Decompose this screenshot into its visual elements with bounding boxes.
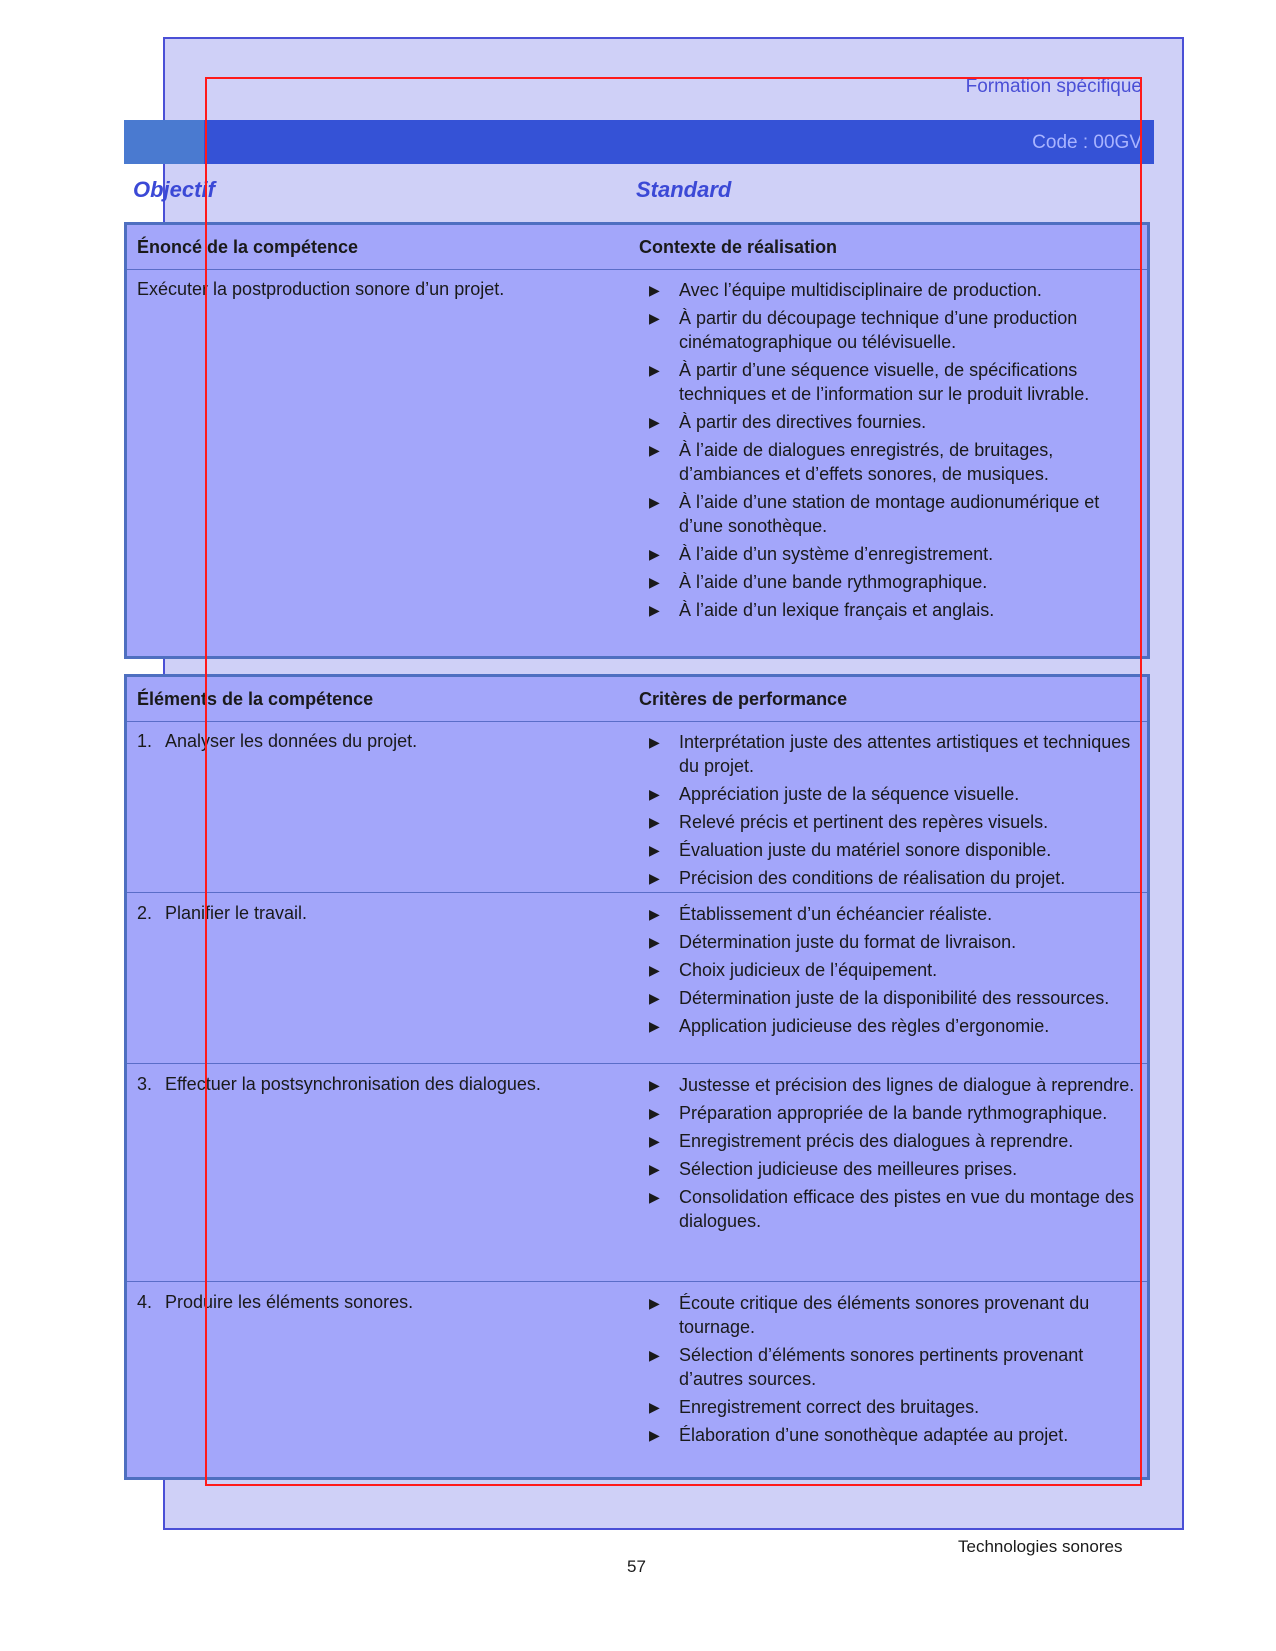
criteria-text: Application judicieuse des règles d’ergonomie.	[679, 1016, 1050, 1036]
page-number: 57	[627, 1557, 646, 1576]
criteria-item	[649, 1185, 1139, 1233]
criteria-text: Interprétation juste des attentes artistiques et techniques du projet.	[679, 732, 1131, 776]
criteria-item	[649, 438, 1139, 486]
criteria-item	[649, 782, 1139, 806]
bullet-icon: ▶	[649, 870, 660, 886]
criteria-text: Sélection judicieuse des meilleures prises.	[679, 1159, 1018, 1179]
element-text: Planifier le travail.	[165, 903, 308, 923]
criteria-item	[649, 570, 1139, 594]
header-divider	[127, 269, 1147, 270]
element-number: 3.	[137, 1074, 153, 1094]
criteria-list	[649, 902, 1139, 1042]
criteria-item	[649, 278, 1139, 302]
criteria-item	[649, 958, 1139, 982]
contexte-list	[649, 278, 1139, 626]
contexte-header: Contexte de réalisation	[639, 237, 838, 257]
criteria-text: Enregistrement précis des dialogues à reprendre.	[679, 1131, 1074, 1151]
criteria-item	[649, 1129, 1139, 1153]
row-divider	[127, 892, 1147, 893]
criteria-text: Justesse et précision des lignes de dialogue à reprendre.	[679, 1075, 1135, 1095]
criteria-text: Préparation appropriée de la bande rythmographique.	[679, 1103, 1108, 1123]
code-band	[124, 120, 1154, 164]
criteria-text: Appréciation juste de la séquence visuelle.	[679, 784, 1020, 804]
criteria-text: Détermination juste de la disponibilité des ressources.	[679, 988, 1110, 1008]
criteria-item	[649, 986, 1139, 1010]
criteria-text: À l’aide d’une station de montage audionumérique et d’une sonothèque.	[679, 492, 1100, 536]
bullet-icon: ▶	[649, 1399, 660, 1415]
bullet-icon: ▶	[649, 990, 660, 1006]
bullet-icon: ▶	[649, 1077, 660, 1093]
criteria-text: Élaboration d’une sonothèque adaptée au projet.	[679, 1425, 1069, 1445]
criteria-item	[649, 1343, 1139, 1391]
criteria-text: À l’aide d’un système d’enregistrement.	[679, 544, 994, 564]
element-text: Effectuer la postsynchronisation des dialogues.	[165, 1074, 541, 1094]
element-number: 2.	[137, 903, 153, 923]
element-label	[137, 903, 307, 924]
criteria-list	[649, 730, 1139, 894]
bullet-icon: ▶	[649, 1189, 660, 1205]
criteria-item	[649, 1101, 1139, 1125]
standard-heading: Standard	[636, 177, 732, 202]
formation-label: Formation spécifique	[965, 76, 1142, 97]
criteria-list	[649, 1073, 1139, 1237]
bullet-icon: ▶	[649, 906, 660, 922]
bullet-icon: ▶	[649, 1427, 660, 1443]
criteria-item	[649, 902, 1139, 926]
bullet-icon: ▶	[649, 734, 660, 750]
criteria-text: Établissement d’un échéancier réaliste.	[679, 904, 993, 924]
bullet-icon: ▶	[649, 546, 660, 562]
footer-program: Technologies sonores	[958, 1537, 1123, 1556]
criteria-item	[649, 1014, 1139, 1038]
enonce-text: Exécuter la postproduction sonore d’un projet.	[137, 279, 505, 299]
band-accent	[124, 120, 204, 164]
competence-box	[124, 222, 1150, 659]
criteria-text: Écoute critique des éléments sonores provenant du tournage.	[679, 1293, 1090, 1337]
criteria-text: Enregistrement correct des bruitages.	[679, 1397, 980, 1417]
criteres-header: Critères de performance	[639, 689, 848, 709]
criteria-item	[649, 1157, 1139, 1181]
criteria-item	[649, 306, 1139, 354]
criteria-item	[649, 810, 1139, 834]
criteria-text: Relevé précis et pertinent des repères visuels.	[679, 812, 1049, 832]
bullet-icon: ▶	[649, 814, 660, 830]
criteria-item	[649, 838, 1139, 862]
criteria-text: À l’aide de dialogues enregistrés, de bruitages, d’ambiances et d’effets sonores, de musiques.	[679, 440, 1054, 484]
bullet-icon: ▶	[649, 442, 660, 458]
bullet-icon: ▶	[649, 602, 660, 618]
criteria-item	[649, 598, 1139, 622]
criteria-text: Précision des conditions de réalisation du projet.	[679, 868, 1066, 888]
criteria-item	[649, 1423, 1139, 1447]
bullet-icon: ▶	[649, 842, 660, 858]
bullet-icon: ▶	[649, 1105, 660, 1121]
criteria-item	[649, 1073, 1139, 1097]
bullet-icon: ▶	[649, 494, 660, 510]
criteria-text: À l’aide d’une bande rythmographique.	[679, 572, 988, 592]
criteria-item	[649, 358, 1139, 406]
criteria-text: Sélection d’éléments sonores pertinents provenant d’autres sources.	[679, 1345, 1084, 1389]
criteria-item	[649, 490, 1139, 538]
criteria-list	[649, 1291, 1139, 1451]
bullet-icon: ▶	[649, 414, 660, 430]
objectif-heading: Objectif	[133, 177, 215, 202]
element-label	[137, 731, 417, 752]
bullet-icon: ▶	[649, 362, 660, 378]
header-divider	[127, 721, 1147, 722]
criteria-text: Choix judicieux de l’équipement.	[679, 960, 938, 980]
criteria-text: À partir des directives fournies.	[679, 412, 927, 432]
criteria-item	[649, 1291, 1139, 1339]
criteria-text: À l’aide d’un lexique français et anglais.	[679, 600, 995, 620]
bullet-icon: ▶	[649, 1161, 660, 1177]
bullet-icon: ▶	[649, 574, 660, 590]
bullet-icon: ▶	[649, 786, 660, 802]
criteria-text: Évaluation juste du matériel sonore disponible.	[679, 840, 1052, 860]
bullet-icon: ▶	[649, 1018, 660, 1034]
element-text: Produire les éléments sonores.	[165, 1292, 414, 1312]
bullet-icon: ▶	[649, 282, 660, 298]
criteria-item	[649, 730, 1139, 778]
bullet-icon: ▶	[649, 1347, 660, 1363]
criteria-text: Détermination juste du format de livraison.	[679, 932, 1017, 952]
bullet-icon: ▶	[649, 934, 660, 950]
element-number: 4.	[137, 1292, 153, 1312]
criteria-item	[649, 410, 1139, 434]
row-divider	[127, 1281, 1147, 1282]
element-label	[137, 1074, 541, 1095]
criteria-item	[649, 542, 1139, 566]
elements-header: Éléments de la compétence	[137, 689, 374, 709]
criteria-item	[649, 1395, 1139, 1419]
bullet-icon: ▶	[649, 1133, 660, 1149]
criteria-text: À partir du découpage technique d’une production cinématographique ou télévisuelle.	[679, 308, 1078, 352]
elements-box	[124, 674, 1150, 1480]
bullet-icon: ▶	[649, 1295, 660, 1311]
criteria-item	[649, 930, 1139, 954]
element-label	[137, 1292, 413, 1313]
criteria-text: À partir d’une séquence visuelle, de spécifications techniques et de l’information sur le produit livrable.	[679, 360, 1090, 404]
code-label: Code : 00GV	[1032, 132, 1142, 153]
element-text: Analyser les données du projet.	[165, 731, 418, 751]
bullet-icon: ▶	[649, 962, 660, 978]
element-number: 1.	[137, 731, 153, 751]
row-divider	[127, 1063, 1147, 1064]
bullet-icon: ▶	[649, 310, 660, 326]
criteria-item	[649, 866, 1139, 890]
criteria-text: Consolidation efficace des pistes en vue du montage des dialogues.	[679, 1187, 1134, 1231]
criteria-text: Avec l’équipe multidisciplinaire de production.	[679, 280, 1042, 300]
enonce-header: Énoncé de la compétence	[137, 237, 359, 257]
